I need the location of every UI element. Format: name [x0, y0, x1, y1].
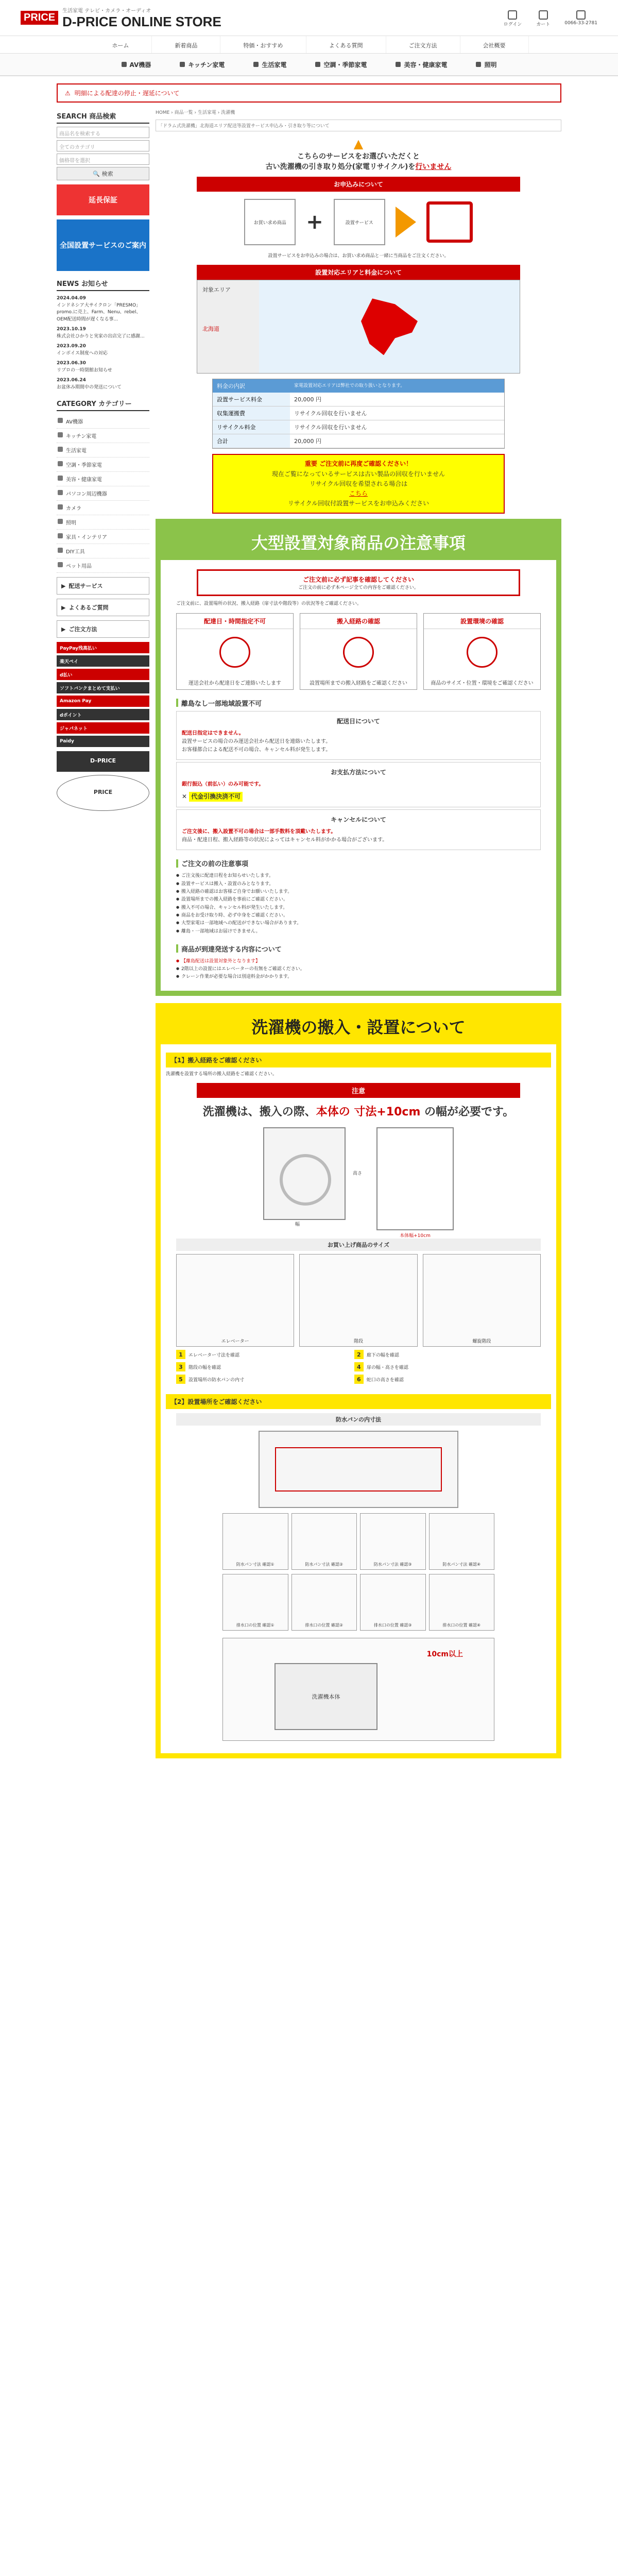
search-icon: 🔍 [93, 171, 100, 177]
pan-check-grid [222, 1513, 494, 1570]
note-card [176, 613, 294, 690]
header-icon-label: 0066-33-2781 [564, 21, 597, 26]
price-header: 料金の内訳 [217, 383, 245, 390]
route-step [354, 1375, 529, 1384]
footer-badge[interactable]: D-PRICE [57, 751, 149, 772]
confirm-line: リサイクル回収を希望される場合は [309, 480, 408, 487]
category-tab[interactable] [165, 54, 239, 75]
sidebar [57, 109, 149, 1758]
attention-red: 本体の 寸法+10cm [316, 1106, 421, 1119]
drain-check-cell: 排水口の位置 確認④ [429, 1574, 495, 1631]
user-icon [508, 10, 517, 20]
delivery-box-head: 配送日について [337, 717, 380, 725]
header-user-button[interactable] [504, 10, 522, 27]
price-table [212, 379, 505, 449]
news-date: 2023.10.19 [57, 327, 86, 332]
news-text[interactable]: インドネシア大サイクロン「PRESMO」promo.に売上、Farm、Nenu、rebel、OEM配送時間が遅くなる事... [57, 302, 141, 322]
prohibited-icon [343, 637, 374, 668]
cart-icon [539, 10, 548, 20]
product-heading: 「ドラム式洗濯機」北海道エリア配送等設置サービス申込み・引き取り等について [156, 120, 561, 131]
category-tab[interactable] [301, 54, 381, 75]
route-bar: 【1】搬入経路をご確認ください [166, 1053, 551, 1067]
news-text[interactable]: インボイス制度への対応 [57, 350, 108, 356]
search-input[interactable]: 商品名を検索する [57, 127, 149, 138]
sidebar-link[interactable] [57, 620, 149, 638]
intro-line-1: こちらのサービスをお選びいただくと [297, 152, 420, 161]
faucet-height-tag: 10cm以上 [426, 1650, 463, 1659]
door-dim-label: 本体幅+10cm [400, 1233, 431, 1239]
sidebar-category-item[interactable]: キッチン家電 [57, 429, 149, 443]
before-order-head [176, 858, 541, 868]
news-date: 2024.04.09 [57, 296, 86, 301]
dim-width-label: 幅 [295, 1222, 300, 1228]
route-path-label: 階段 [353, 1339, 363, 1345]
route-path-panel [299, 1254, 417, 1347]
route-step [354, 1362, 529, 1371]
category-select[interactable]: 全てのカテゴリ [57, 140, 149, 151]
attention-a: 洗濯機は、搬入の際、 [202, 1106, 316, 1119]
price-value: リサイクル回収を行いません [294, 410, 367, 417]
payment-banner[interactable]: ソフトバンクまとめて支払い [57, 682, 149, 693]
drain-check-cell: 排水口の位置 確認③ [360, 1574, 426, 1631]
note-card-title: 設置環境の確認 [424, 614, 540, 629]
confirm-title: 重要 ご注文前に再度ご確認ください！ [304, 460, 413, 468]
route-step [176, 1362, 351, 1371]
sidebar-category-item[interactable]: 空調・季節家電 [57, 457, 149, 472]
category-label: AV機器 [129, 61, 151, 69]
delivery-box [176, 711, 541, 760]
price-value: リサイクル回収を行いません [294, 424, 367, 431]
step-text: 設置場所の防水パンの内寸 [188, 1377, 245, 1383]
step-number: 1 [176, 1350, 185, 1359]
notebox-sub: ご注文の前に必ず本ページ全ての内容をご確認ください。 [298, 585, 419, 591]
news-date: 2023.06.30 [57, 361, 86, 366]
payment-banner[interactable]: Paidy [57, 736, 149, 747]
area-label: 対象エリア [202, 286, 231, 294]
payment-banner[interactable]: dポイント [57, 709, 149, 720]
cancel-line: ご注文後に、搬入設置不可の場合は一部手数料を頂戴いたします。 [182, 829, 336, 835]
plus-icon: + [306, 210, 323, 234]
payment-banner[interactable]: PayPay残高払い [57, 642, 149, 653]
price-key: 収集運搬費 [213, 406, 290, 420]
faucet-diagram [222, 1638, 494, 1741]
drain-check-grid [222, 1574, 494, 1631]
route-step [176, 1350, 351, 1359]
warning-icon: ⚠ [65, 89, 71, 97]
main-content [156, 109, 561, 1758]
confirm-box [212, 454, 505, 514]
service-box: 設置サービス [334, 199, 385, 245]
category-nav [0, 54, 618, 76]
link-icon: ▶ [61, 604, 66, 611]
route-step [176, 1375, 351, 1384]
island-note [176, 698, 541, 708]
search-button-label: 検索 [101, 171, 113, 177]
news-date: 2023.06.24 [57, 378, 86, 383]
news-list [57, 295, 149, 391]
caution-item: ● 【離島配送は設置対象外となります】 [176, 958, 541, 965]
price-key: リサイクル料金 [213, 420, 290, 434]
route-step [354, 1350, 529, 1359]
route-paths [176, 1254, 541, 1347]
cancel-box [176, 809, 541, 850]
before-order-title: ご注文の前の注意事項 [181, 860, 249, 869]
category-icon [476, 62, 481, 67]
sidebar-category-item[interactable]: AV機器 [57, 414, 149, 429]
category-icon [180, 62, 185, 67]
step-number: 2 [354, 1350, 364, 1359]
note-card-image [424, 629, 540, 675]
place-bar: 【2】設置場所をご確認ください [166, 1394, 551, 1409]
price-row [213, 393, 504, 406]
site-header [0, 0, 618, 36]
category-tab[interactable] [461, 54, 511, 75]
caution-item: ● クレーン作業が必要な場合は別途料金がかかります。 [176, 973, 541, 981]
warranty-banner[interactable]: 延長保証 [57, 184, 149, 215]
drain-check-cell: 排水口の位置 確認② [291, 1574, 357, 1631]
category-icon [315, 62, 320, 67]
nav-item[interactable]: よくある質問 [306, 36, 386, 53]
before-order-item: ● 設置サービスは搬入・設置のみとなります。 [176, 880, 541, 888]
category-tab[interactable] [381, 54, 461, 75]
route-steps [176, 1350, 541, 1384]
alert-text: 明細による配達の停止・遅延について [74, 90, 180, 97]
prohibited-icon [219, 637, 250, 668]
notes-section [156, 519, 561, 995]
category-label: 生活家電 [262, 61, 287, 69]
warning-icon: ▲ [353, 137, 364, 151]
note-card [300, 613, 417, 690]
header-cart-button[interactable] [536, 10, 550, 27]
cancel-box-head: キャンセルについて [331, 816, 386, 824]
install-service-banner[interactable]: 全国設置サービスのご案内 [57, 219, 149, 271]
alert-banner[interactable] [57, 83, 561, 103]
category-tab[interactable] [239, 54, 301, 75]
note-card-caption: 運送会社から配達日をご連絡いたします [188, 680, 281, 686]
top-nav [0, 36, 618, 54]
category-list [57, 414, 149, 573]
news-title: NEWS お知らせ [57, 276, 149, 291]
nav-item[interactable]: 特価・おすすめ [220, 36, 306, 53]
washer-install-section [156, 1003, 561, 1758]
category-label: 照明 [484, 61, 497, 69]
drain-check-cell: 排水口の位置 確認① [222, 1574, 288, 1631]
price-select[interactable]: 価格帯を選択 [57, 154, 149, 165]
note-card-title: 配達日・時間指定不可 [177, 614, 293, 629]
pan-check-cell: 防水パン寸法 確認② [291, 1513, 357, 1570]
before-order-item: ● 離島・一部地域はお届けできません。 [176, 928, 541, 936]
route-path-label: 螺旋階段 [472, 1339, 491, 1345]
news-text[interactable]: リプロの一時閉館お知らせ [57, 367, 112, 373]
nav-item[interactable]: ホーム [89, 36, 152, 53]
confirm-line: リサイクル回収付設置サービスをお申込みください [287, 500, 430, 507]
door-illustration [376, 1127, 454, 1239]
before-order-item: ● 大型家電は一部地域への配送ができない場合があります。 [176, 920, 541, 927]
size-head: お買い上げ商品のサイズ [176, 1239, 541, 1251]
prohibited-icon [467, 637, 497, 668]
dim-height-label: 高さ [352, 1171, 362, 1177]
header-phone-button[interactable] [564, 10, 597, 27]
step-text: 蛇口の高さを確認 [366, 1377, 404, 1383]
news-text[interactable]: 株式会社ひかりと実家の出店完了に感謝... [57, 333, 145, 339]
recycle-service-link[interactable]: こちら [349, 489, 368, 497]
pan-check-cell: 防水パン寸法 確認④ [429, 1513, 495, 1570]
note-card-image [177, 629, 293, 675]
step-number: 4 [354, 1362, 364, 1371]
three-notes [176, 613, 541, 690]
sidebar-category-item[interactable]: DIY工具 [57, 544, 149, 558]
logo-subtitle: 生活家電 テレビ・カメラ・オーディオ [62, 8, 151, 14]
apply-flow [156, 199, 561, 245]
nav-item[interactable]: 会社概要 [460, 36, 529, 53]
note-card-caption: 設置場所までの搬入経路をご確認ください [310, 680, 407, 686]
price-row [213, 406, 504, 420]
payment-box-head: お支払方法について [331, 768, 386, 776]
area-section-bar: 設置対応エリアと料金について [197, 265, 520, 280]
washer-illustration [263, 1127, 362, 1228]
price-seal: PRICE [57, 775, 149, 811]
price-value: 20,000 円 [294, 438, 321, 445]
cod-label: 代金引換決済不可 [189, 792, 243, 802]
faucet-washer-label: 洗濯機本体 [274, 1663, 377, 1730]
caution-list [176, 958, 541, 981]
delivery-line: お客様都合による配送不可の場合、キャンセル料が発生します。 [182, 747, 331, 753]
link-icon: ▶ [61, 625, 66, 633]
caution-item: ● 2階以上の設置にはエレベーターの有無をご確認ください。 [176, 965, 541, 973]
notes-title: 大型設置対象商品の注意事項 [251, 534, 466, 553]
sidebar-link-label: ご注文方法 [68, 626, 97, 633]
category-label: キッチン家電 [188, 61, 225, 69]
phone-icon [576, 10, 586, 20]
delivery-line: 設置サービスの場合のみ運送会社から配送日を連絡いたします。 [182, 738, 331, 744]
island-note-text: 離島なし一部地域設置不可 [181, 700, 262, 708]
sidebar-link-label: よくあるご質問 [68, 604, 109, 611]
note-card-caption: 商品のサイズ・位置・環境をご確認ください [431, 680, 534, 686]
header-icon-label: カート [536, 22, 551, 27]
before-order-item: ● 搬入不可の場合、キャンセル料が発生いたします。 [176, 904, 541, 912]
header-icons [504, 10, 597, 27]
intro-line-2-red: 行いません [415, 163, 452, 171]
step-text: 階段の幅を確認 [188, 1365, 221, 1370]
logo-badge: PRICE [21, 11, 58, 25]
hokkaido-map [361, 298, 418, 355]
payment-banner[interactable]: 楽天ペイ [57, 655, 149, 667]
note-card [423, 613, 541, 690]
notes-intro: ご注文前に、設置場所の状況、搬入経路（扉寸法や階段等）の状況等をご確認ください。 [176, 601, 362, 607]
price-value: 20,000 円 [294, 396, 321, 403]
logo-title: D-PRICE ONLINE STORE [62, 13, 221, 29]
price-key: 合計 [213, 434, 290, 448]
arrow-right-icon [396, 207, 416, 238]
pan-check-cell: 防水パン寸法 確認① [222, 1513, 288, 1570]
area-value: 北海道 [202, 326, 219, 333]
payment-banner[interactable]: Amazon Pay [57, 696, 149, 707]
before-order-list [176, 872, 541, 935]
news-text[interactable]: お盆休み期間中の発送について [57, 384, 122, 390]
delivery-line: 配送日指定はできません。 [182, 730, 244, 736]
area-table [197, 280, 520, 374]
category-icon [122, 62, 127, 67]
attention-bar: 注意 [197, 1083, 520, 1098]
dimension-diagram [166, 1127, 551, 1239]
cart-icon [426, 201, 473, 243]
sidebar-category-item[interactable]: 美容・健康家電 [57, 472, 149, 486]
washer-product-box: お買い求め商品 [244, 199, 296, 245]
route-text: 洗濯機を設置する場所の搬入経路をご確認ください。 [166, 1071, 278, 1077]
category-label: 空調・季節家電 [323, 61, 367, 69]
confirm-line: 現在ご覧になっているサービスは古い製品の回収を行いません [271, 470, 445, 478]
step-number: 5 [176, 1375, 185, 1384]
price-row [213, 434, 504, 448]
before-order-item: ● 搬入経路の確認はお客様ご自身でお願いいたします。 [176, 888, 541, 896]
route-path-label: エレベーター [221, 1339, 249, 1345]
sidebar-category-item[interactable]: パソコン周辺機器 [57, 486, 149, 501]
cod-icon: ✕ [182, 793, 187, 801]
before-order-item: ● ご注文後に配達日程をお知らせいたします。 [176, 872, 541, 880]
sidebar-category-item[interactable]: カメラ [57, 501, 149, 515]
category-icon [253, 62, 259, 67]
sidebar-category-item[interactable]: 家具・インテリア [57, 530, 149, 544]
category-icon [396, 62, 401, 67]
step-number: 6 [354, 1375, 364, 1384]
breadcrumb[interactable]: HOME › 商品一覧 › 生活家電 › 洗濯機 [156, 110, 235, 115]
step-text: 扉の幅・高さを確認 [366, 1365, 408, 1370]
apply-section-bar: お申込みについて [197, 177, 520, 192]
washer-install-title: 洗濯機の搬入・設置について [251, 1018, 466, 1037]
sidebar-category-item[interactable]: ペット用品 [57, 558, 149, 573]
payment-banner[interactable]: ジャパネット [57, 722, 149, 734]
before-order-item: ● 商品をお受け取り時、必ず中身をご確認ください。 [176, 912, 541, 920]
sidebar-category-item[interactable]: 照明 [57, 515, 149, 530]
note-card-image [300, 629, 417, 675]
search-button[interactable] [57, 167, 149, 180]
cancel-line: 商品・配達日程、搬入経路等の状況によってはキャンセル料がかかる場合がございます。 [182, 837, 388, 843]
news-date: 2023.09.20 [57, 344, 86, 349]
nav-item[interactable]: 新着商品 [152, 36, 220, 53]
pan-check-cell: 防水パン寸法 確認③ [360, 1513, 426, 1570]
attention-text [166, 1103, 551, 1119]
price-row [213, 420, 504, 434]
category-tab[interactable] [107, 54, 166, 75]
category-label: 美容・健康家電 [404, 61, 448, 69]
caution-head [176, 944, 541, 954]
flow-caption: 設置サービスをお申込みの場合は、お買い求め商品と一緒に当商品をご注文ください。 [268, 253, 449, 259]
site-logo[interactable] [21, 6, 221, 30]
sidebar-link[interactable] [57, 599, 149, 616]
step-text: 廊下の幅を確認 [366, 1352, 399, 1358]
payment-line: 銀行振込（前払い）のみ可能です。 [182, 782, 264, 788]
category-title: CATEGORY カテゴリー [57, 396, 149, 411]
intro-line-2: 古い洗濯機の引き取り処分(家電リサイクル)を [265, 163, 416, 171]
price-key: 設置サービス料金 [213, 393, 290, 406]
sidebar-category-item[interactable]: 生活家電 [57, 443, 149, 457]
payment-box [176, 762, 541, 807]
search-title: SEARCH 商品検索 [57, 109, 149, 124]
sidebar-link[interactable] [57, 577, 149, 595]
step-text: エレベーター寸法を確認 [188, 1352, 240, 1358]
notes-warning-box [197, 569, 520, 596]
note-card-title: 搬入経路の確認 [300, 614, 417, 629]
route-path-panel [176, 1254, 294, 1347]
sidebar-link-label: 配送サービス [68, 583, 103, 589]
header-icon-label: ログイン [503, 22, 522, 27]
intro-message [156, 137, 561, 172]
price-header-note: 家電設置対応エリアは弊社での取り扱いとなります。 [294, 383, 405, 389]
step-number: 3 [176, 1362, 185, 1371]
caution-title: 商品が到達発送する内容について [181, 945, 282, 954]
link-icon: ▶ [61, 582, 66, 589]
attention-b: の幅が必要です。 [420, 1106, 514, 1119]
before-order-item: ● 設置場所までの搬入経路を事前にご確認ください。 [176, 896, 541, 904]
route-path-panel [423, 1254, 541, 1347]
payment-banner[interactable]: d払い [57, 669, 149, 680]
nav-item[interactable]: ご注文方法 [386, 36, 460, 53]
waterproof-pan-diagram [259, 1431, 458, 1508]
notebox-title: ご注文前に必ず記事を確認してください [302, 576, 414, 584]
pan-head: 防水パンの内寸法 [176, 1413, 541, 1426]
